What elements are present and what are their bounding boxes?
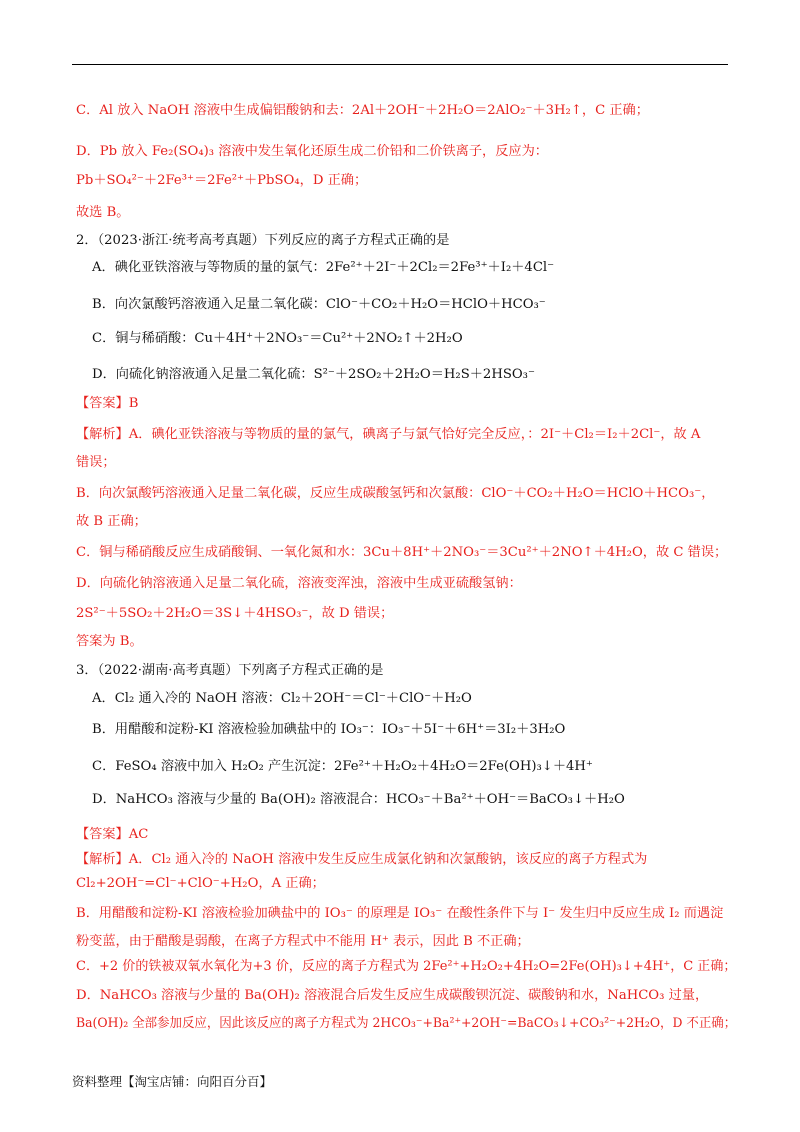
text-line: C．铜与稀硝酸反应生成硝酸铜、一氧化氮和水：3Cu＋8H⁺＋2NO₃⁻＝3Cu²⁺＋2NO↑＋4H₂O，故 C 错误； <box>76 545 728 560</box>
header-rule <box>72 64 728 65</box>
text-line: C．+2 价的铁被双氧水氧化为+3 价，反应的离子方程式为 2Fe²⁺+H₂O₂+4H₂O=2Fe(OH)₃↓+4H⁺，C 正确； <box>76 959 737 974</box>
text-line: C．FeSO₄ 溶液中加入 H₂O₂ 产生沉淀：2Fe²⁺＋H₂O₂＋4H₂O＝2Fe(OH)₃↓＋4H⁺ <box>92 759 593 774</box>
text-line: D．NaHCO₃ 溶液与少量的 Ba(OH)₂ 溶液混合：HCO₃⁻＋Ba²⁺＋OH⁻＝BaCO₃↓＋H₂O <box>92 792 625 807</box>
text-line: D．Pb 放入 Fe₂(SO₄)₃ 溶液中发生氧化还原生成二价铅和二价铁离子，反应为： <box>76 144 548 159</box>
text-line: 【答案】B <box>76 396 139 411</box>
text-line: A．Cl₂ 通入冷的 NaOH 溶液：Cl₂＋2OH⁻＝Cl⁻＋ClO⁻＋H₂O <box>92 691 472 706</box>
text-line: 3．（2022·湖南·高考真题）下列离子方程式正确的是 <box>76 663 384 678</box>
text-line: D．向硫化钠溶液通入足量二氧化硫，溶液变浑浊，溶液中生成亚硫酸氢钠： <box>76 576 522 591</box>
text-line: 故 B 正确； <box>76 514 147 529</box>
text-line: 故选 B。 <box>76 205 130 220</box>
text-line: B．用醋酸和淀粉-KI 溶液检验加碘盐中的 IO₃⁻：IO₃⁻＋5I⁻＋6H⁺＝3I₂＋3H₂O <box>92 722 566 737</box>
text-line: Ba(OH)₂ 全部参加反应，因此该反应的离子方程式为 2HCO₃⁻+Ba²⁺+2OH⁻=BaCO₃↓+CO₃²⁻+2H₂O，D 不正确； <box>76 1016 737 1031</box>
text-line: C．铜与稀硝酸：Cu＋4H⁺＋2NO₃⁻＝Cu²⁺＋2NO₂↑＋2H₂O <box>92 331 463 346</box>
text-line: C．Al 放入 NaOH 溶液中生成偏铝酸钠和去：2Al＋2OH⁻＋2H₂O＝2AlO₂⁻＋3H₂↑，C 正确； <box>76 103 649 118</box>
text-line: 【解析】A．碘化亚铁溶液与等物质的量的氯气，碘离子与氯气恰好完全反应，：2I⁻＋Cl₂＝I₂＋2Cl⁻，故 A <box>76 427 701 442</box>
text-line: D．向硫化钠溶液通入足量二氧化硫：S²⁻＋2SO₂＋2H₂O＝H₂S＋2HSO₃⁻ <box>92 367 535 382</box>
text-line: Pb＋SO₄²⁻＋2Fe³⁺＝2Fe²⁺＋PbSO₄，D 正确； <box>76 173 368 188</box>
text-line: B．向次氯酸钙溶液通入足量二氧化碳，反应生成碳酸氢钙和次氯酸：ClO⁻＋CO₂＋H₂O＝HClO＋HCO₃⁻， <box>76 486 715 501</box>
text-line: D．NaHCO₃ 溶液与少量的 Ba(OH)₂ 溶液混合后发生反应生成碳酸钡沉淀、碳酸钠和水，NaHCO₃ 过量， <box>76 988 709 1003</box>
text-line: 粉变蓝，由于醋酸是弱酸，在离子方程式中不能用 H⁺ 表示，因此 B 不正确； <box>76 934 530 949</box>
text-line: 【答案】AC <box>76 827 149 842</box>
text-line: Cl₂+2OH⁻=Cl⁻+ClO⁻+H₂O，A 正确； <box>76 876 325 891</box>
text-line: 错误； <box>76 455 116 470</box>
text-line: B．向次氯酸钙溶液通入足量二氧化碳：ClO⁻＋CO₂＋H₂O＝HClO＋HCO₃⁻ <box>92 297 546 312</box>
text-line: B．用醋酸和淀粉-KI 溶液检验加碘盐中的 IO₃⁻ 的原理是 IO₃⁻ 在酸性条件下与 I⁻ 发生归中反应生成 I₂ 而遇淀 <box>76 906 724 921</box>
text-line: 2．（2023·浙江·统考高考真题）下列反应的离子方程式正确的是 <box>76 233 450 248</box>
text-line: 答案为 B。 <box>76 634 143 649</box>
footer-text: 资料整理【淘宝店铺：向阳百分百】 <box>72 1074 273 1089</box>
text-line: 【解析】A．Cl₂ 通入冷的 NaOH 溶液中发生反应生成氯化钠和次氯酸钠，该反应的离子方程式为 <box>76 852 648 867</box>
text-line: A．碘化亚铁溶液与等物质的量的氯气：2Fe²⁺＋2I⁻＋2Cl₂＝2Fe³⁺＋I₂＋4Cl⁻ <box>92 260 555 275</box>
text-line: 2S²⁻＋5SO₂＋2H₂O＝3S↓＋4HSO₃⁻，故 D 错误； <box>76 606 394 621</box>
